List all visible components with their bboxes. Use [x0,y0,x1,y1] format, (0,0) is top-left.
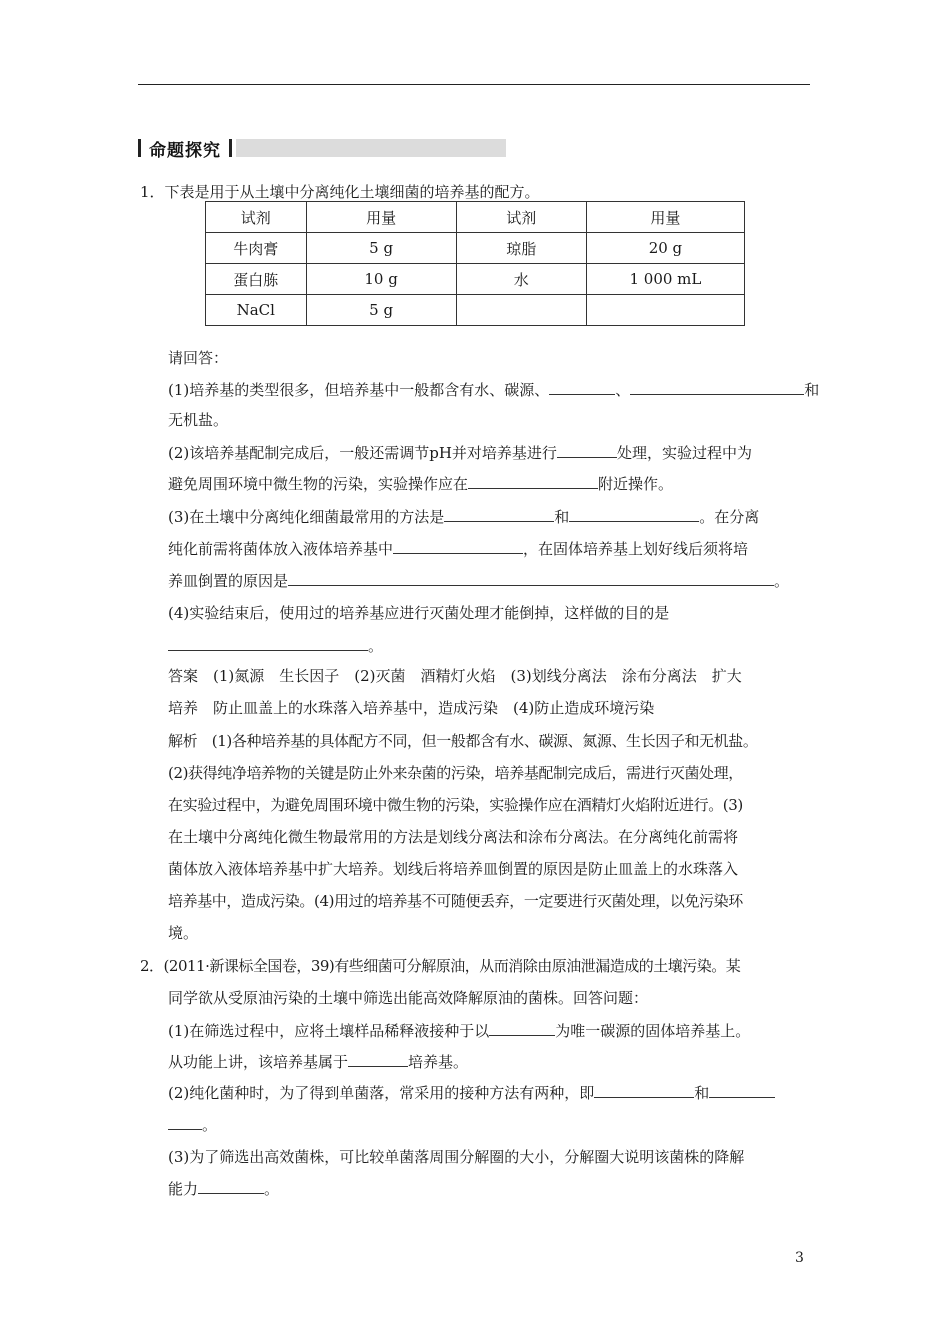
section-bar-right [229,139,232,157]
q2-part1-line1 [168,1021,750,1041]
q1-analysis-line: 境。 [168,924,199,942]
q1-analysis-line: 培养基中，造成污染。(4)用过的培养基不可随便丢弃，一定要进行灭菌处理，以免污染环 [168,892,743,910]
q1-part4-text2: 。 [368,637,384,655]
q1-analysis-line: 解析 (1)各种培养基的具体配方不同，但一般都含有水、碳源、氮源、生长因子和无机盐。 [168,732,758,750]
q1-analysis-line: 在土壤中分离纯化微生物最常用的方法是划线分离法和涂布分离法。在分离纯化前需将 [168,828,739,846]
top-rule [138,84,810,85]
table-cell: 蛋白胨 [206,264,307,295]
recipe-table [205,201,745,326]
table-cell: 5 g [306,233,456,264]
q1-part2-line2 [168,474,673,494]
answer-blank [569,507,699,522]
q1-part2-line1 [168,443,752,463]
q1-part3-and: 和 [554,508,570,526]
q2-part2-line2 [168,1115,217,1135]
q1-analysis-line: 在实验过程中，为避免周围环境中微生物的污染，实验操作应在酒精灯火焰附近进行。(3) [168,796,743,814]
q1-part3-text5: 养皿倒置的原因是 [168,572,289,590]
page-number: 3 [795,1250,804,1266]
q1-part2-text2: 处理，实验过程中为 [616,444,752,462]
q1-part1-and: 和 [804,381,820,399]
table-row [206,233,745,264]
q1-part4-line2 [168,636,383,656]
q2-part1-line2 [168,1052,468,1072]
table-cell: 牛肉膏 [206,233,307,264]
q1-part1-line1 [168,380,819,400]
q1-part3-text6: 。 [774,572,790,590]
q2-stem-line1: 2．(2011·新课标全国卷，39)有些细菌可分解原油，从而消除由原油泄漏造成的土壤污染。某 [140,957,741,975]
q1-answer-line1: 答案 (1)氮源 生长因子 (2)灭菌 酒精灯火焰 (3)划线分离法 涂布分离法 扩大 [168,667,742,685]
q2-part1-text4: 培养基。 [408,1053,469,1071]
section-band [236,139,506,157]
q1-part3-line1 [168,507,759,527]
q1-part1-sep: 、 [615,381,631,399]
q1-part3-line2 [168,539,748,559]
q2-part2-text2: 。 [202,1116,218,1134]
q1-part3-text: (3)在土壤中分离纯化细菌最常用的方法是 [168,508,445,526]
table-cell: 20 g [586,233,744,264]
answer-blank [288,571,774,586]
table-cell: 琼脂 [456,233,586,264]
q1-part2-text: (2)该培养基配制完成后，一般还需调节pH并对培养基进行 [168,444,557,462]
answer-blank [594,1083,694,1098]
q1-part1-text: (1)培养基的类型很多，但培养基中一般都含有水、碳源、 [168,381,550,399]
q1-part3-text3: 纯化前需将菌体放入液体培养基中 [168,540,394,558]
q1-answer-line2: 培养 防止皿盖上的水珠落入培养基中，造成污染 (4)防止造成环境污染 [168,699,655,717]
q2-part1-text: (1)在筛选过程中，应将土壤样品稀释液接种于以 [168,1022,490,1040]
q1-part2-text3: 避免周围环境中微生物的污染，实验操作应在 [168,475,469,493]
table-cell [586,295,744,326]
table-header: 用量 [586,202,744,233]
q2-part3-text2: 。 [264,1180,280,1198]
q1-part3-line3 [168,571,789,591]
answer-blank [549,380,615,395]
q2-part3-line2 [168,1179,279,1199]
q1-prompt: 请回答： [168,349,229,367]
answer-blank [393,539,523,554]
q1-part4-line1: (4)实验结束后，使用过的培养基应进行灭菌处理才能倒掉，这样做的目的是 [168,604,670,622]
q1-part3-text4: ，在固体培养基上划好线后须将培 [523,540,749,558]
section-header [138,137,506,159]
q2-part3-text: 能力 [168,1180,199,1198]
q1-part3-text2: 。在分离 [699,508,760,526]
q2-stem-line2: 同学欲从受原油污染的土壤中筛选出能高效降解原油的菌株。回答问题： [168,989,649,1007]
table-header-row [206,202,745,233]
answer-blank [168,636,368,651]
table-cell [456,295,586,326]
q2-part2-text: (2)纯化菌种时，为了得到单菌落，常采用的接种方法有两种，即 [168,1084,595,1102]
answer-blank [168,1115,202,1130]
q1-analysis-line: (2)获得纯净培养物的关键是防止外来杂菌的污染，培养基配制完成后，需进行灭菌处理， [168,764,743,782]
table-cell: 水 [456,264,586,295]
answer-blank [489,1021,555,1036]
table-header: 试剂 [456,202,586,233]
answer-blank [198,1179,264,1194]
q1-analysis-line: 菌体放入液体培养基中扩大培养。划线后将培养皿倒置的原因是防止皿盖上的水珠落入 [168,860,739,878]
table-row [206,295,745,326]
table-cell: 1 000 mL [586,264,744,295]
section-bar-left [138,139,141,157]
section-title: 命题探究 [149,140,221,161]
answer-blank [630,380,804,395]
q2-part1-text2: 为唯一碳源的固体培养基上。 [555,1022,751,1040]
answer-blank [709,1083,775,1098]
q1-part1-line2: 无机盐。 [168,411,229,429]
table-cell: NaCl [206,295,307,326]
q2-part2-and: 和 [694,1084,710,1102]
q1-part2-text4: 附近操作。 [598,475,674,493]
table-header: 用量 [306,202,456,233]
answer-blank [468,474,598,489]
q2-part2-line1 [168,1083,775,1103]
table-cell: 5 g [306,295,456,326]
table-header: 试剂 [206,202,307,233]
table-cell: 10 g [306,264,456,295]
answer-blank [557,443,617,458]
table-row [206,264,745,295]
answer-blank [348,1052,408,1067]
answer-blank [444,507,554,522]
q1-stem: 1．下表是用于从土壤中分离纯化土壤细菌的培养基的配方。 [140,183,540,201]
q2-part1-text3: 从功能上讲，该培养基属于 [168,1053,349,1071]
q2-part3-line1: (3)为了筛选出高效菌株，可比较单菌落周围分解圈的大小，分解圈大说明该菌株的降解 [168,1148,745,1166]
